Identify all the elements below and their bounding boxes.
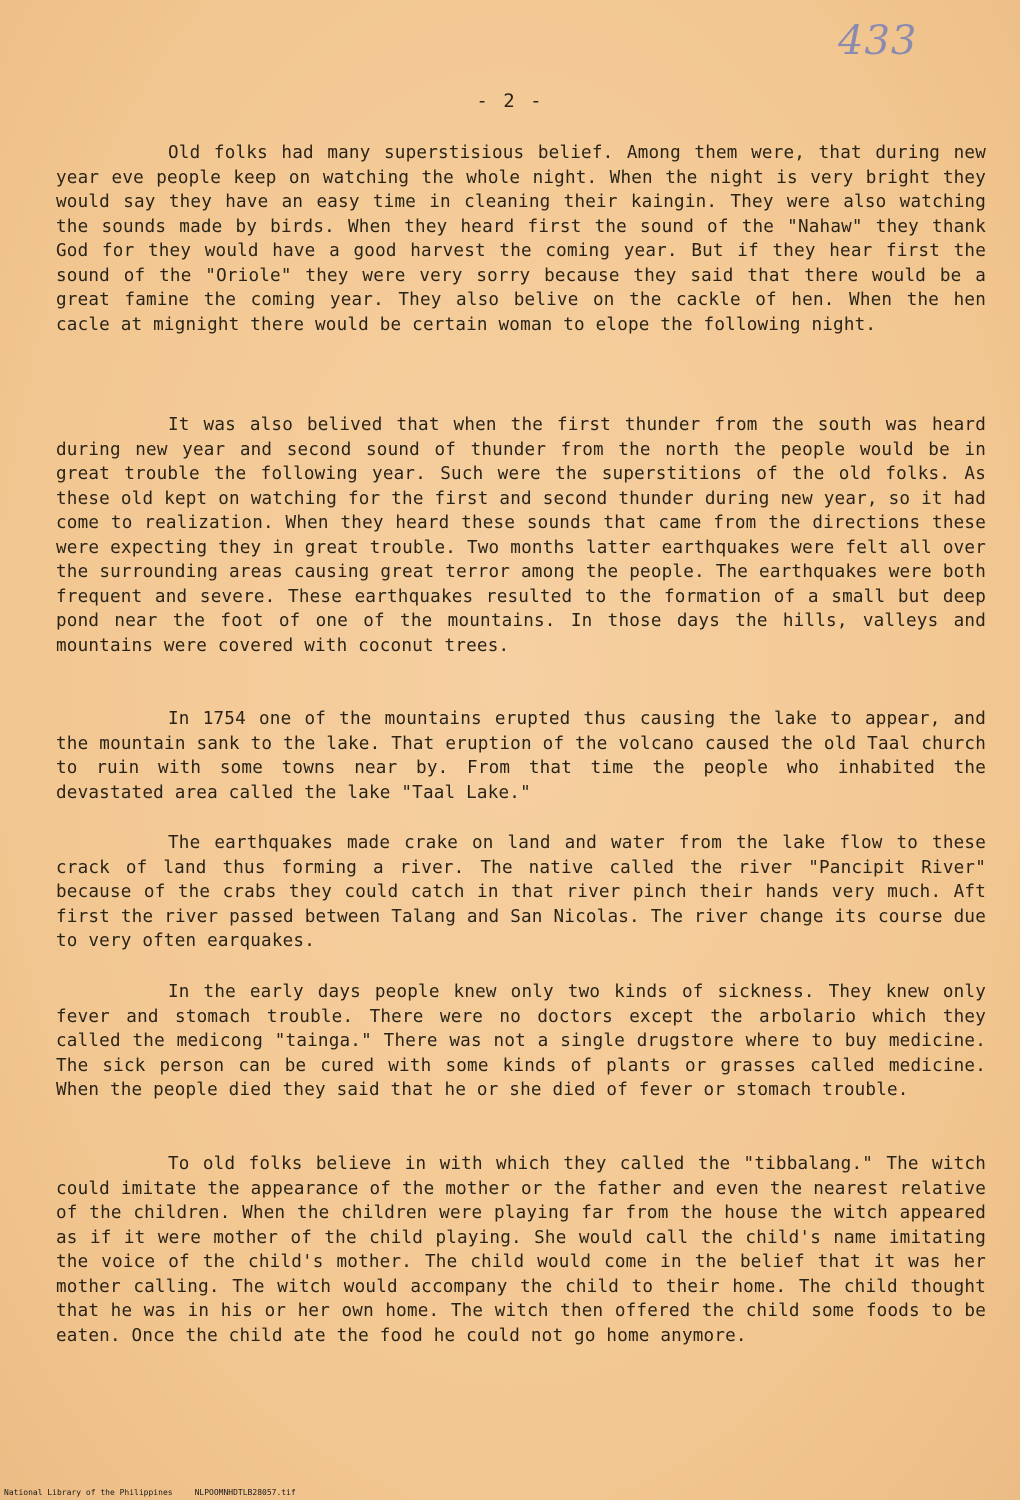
paragraph-superstitions: Old folks had many superstisious belief. Among them were, that during new year eve people keep on watching the whole night. When the night is very bright they would say they have an easy time in cleaning their kaingin. They were also watching the sounds made by birds. When they heard first the sound of the "Nahaw" they thank God for they would have a good harvest the coming year. But if they hear first the sound of the "Oriole" they were very sorry because they said that there would be a great famine the coming year. They also belive on the cackle of hen. When the hen cacle at mignight there would be certain woman to elope the following night. [56,143,986,335]
paragraph-sickness: In the early days people knew only two kinds of sickness. They knew only fever and stomach trouble. There were no doctors except the arbolario which they called the medicong "tainga." There was not a single drugstore where to buy medicine. The sick person can be cured with some kinds of plants or grasses called medicine. When the people died they said that he or she died of fever or stomach trouble. [56,982,986,1100]
footer [4,1488,318,1497]
footer-filename: NLPOOMNHDTLB28057.tif [194,1488,296,1497]
page-number: - 2 - [476,90,544,112]
paragraph-eruption: In 1754 one of the mountains erupted thus causing the lake to appear, and the mountain sank to the lake. That eruption of the volcano caused the old Taal church to ruin with some towns near by. From that time the people who inhabited the devastated area called the lake "Taal Lake." [56,709,986,803]
handwritten-page-number: 433 [838,18,918,64]
paragraph-witch: To old folks believe in with which they called the "tibbalang." The witch could imitate the appearance of the mother or the father and even the nearest relative of the children. When the children were playing far from the house the witch appeared as if it were mother of the child playing. She would call the child's name imitating the voice of the child's mother. The child would come in the belief that it was her mother calling. The witch would accompany the child to their home. The child thought that he was in his or her own home. The witch then offered the child some foods to be eaten. Once the child ate the food he could not go home anymore. [56,1154,986,1346]
paragraph-thunder: It was also belived that when the first thunder from the south was heard during new year and second sound of thunder from the north the people would be in great trouble the following year. Such were the superstitions of the old folks. As these old kept on watching for the first and second thunder during new year, so it had come to realization. When they heard these sounds that came from the directions these were expecting they in great trouble. Two months latter earthquakes were felt all over the surrounding areas causing great terror among the people. The earthquakes were both frequent and severe. These earthquakes resulted to the formation of a small but deep pond near the foot of one of the mountains. In those days the hills, valleys and mountains were covered with coconut trees. [56,415,986,656]
paragraph-pancipit-river: The earthquakes made crake on land and water from the lake flow to these crack of land thus forming a river. The native called the river "Pancipit River" because of the crabs they could catch in that river pinch their hands very much. Aft first the river passed between Talang and San Nicolas. The river change its course due to very often earquakes. [56,833,986,951]
footer-library: National Library of the Philippines [4,1488,173,1497]
